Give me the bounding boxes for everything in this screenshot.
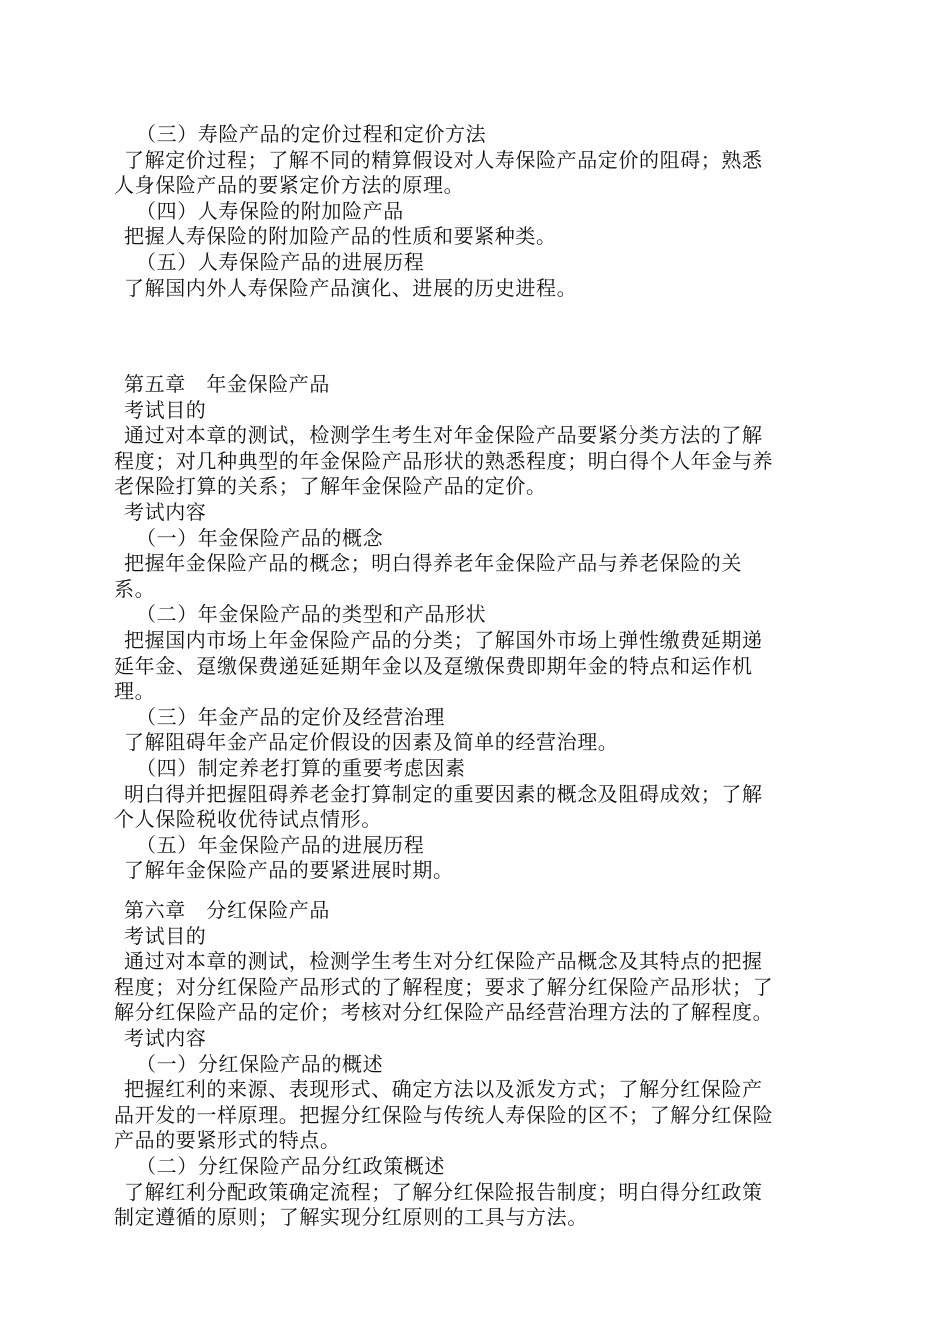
paragraph-line: 明白得并把握阻碍养老金打算制定的重要因素的概念及阻碍成效；了解 xyxy=(124,781,763,806)
section-label-exam-purpose: 考试目的 xyxy=(124,397,207,422)
paragraph-line: 了解国内外人寿保险产品演化、进展的历史进程。 xyxy=(124,275,578,300)
paragraph-line: 程度；对分红保险产品形式的了解程度；要求了解分红保险产品形状；了 xyxy=(114,974,774,999)
paragraph-line: 通过对本章的测试，检测学生考生对年金保险产品要紧分类方法的了解 xyxy=(124,423,763,448)
paragraph-line: 了解阻碍年金产品定价假设的因素及简单的经营治理。 xyxy=(124,730,619,755)
chapter-6-section xyxy=(114,898,834,1231)
paragraph-line: 系。 xyxy=(114,576,156,601)
subsection-heading: （四）制定养老打算的重要考虑因素 xyxy=(136,755,466,780)
section-label-exam-content: 考试内容 xyxy=(124,499,207,524)
section-life-insurance-continued xyxy=(114,122,834,301)
chapter-title: 第五章 年金保险产品 xyxy=(124,372,330,396)
paragraph-line: 了解年金保险产品的要紧进展时期。 xyxy=(124,858,454,883)
paragraph-line: 解分红保险产品的定价；考核对分红保险产品经营治理方法的了解程度。 xyxy=(114,1000,774,1025)
paragraph-line: 老保险打算的关系；了解年金保险产品的定价。 xyxy=(114,474,547,499)
subsection-heading: （三）年金产品的定价及经营治理 xyxy=(136,704,445,729)
paragraph-line: 制定遵循的原则；了解实现分红原则的工具与方法。 xyxy=(114,1205,588,1230)
subsection-heading: （一）分红保险产品的概述 xyxy=(136,1051,384,1076)
paragraph-line: 程度；对几种典型的年金保险产品形状的熟悉程度；明白得个人年金与养 xyxy=(114,448,774,473)
paragraph-line: 通过对本章的测试，检测学生考生对分红保险产品概念及其特点的把握 xyxy=(124,949,763,974)
subsection-heading: （一）年金保险产品的概念 xyxy=(136,525,384,550)
paragraph-line: 把握红利的来源、表现形式、确定方法以及派发方式；了解分红保险产 xyxy=(124,1077,763,1102)
paragraph-line: 产品的要紧形式的特点。 xyxy=(114,1128,341,1153)
chapter-5-section xyxy=(114,372,834,884)
subsection-heading: （五）人寿保险产品的进展历程 xyxy=(136,249,425,274)
subsection-heading: （五）年金保险产品的进展历程 xyxy=(136,832,425,857)
section-label-exam-content: 考试内容 xyxy=(124,1025,207,1050)
paragraph-line: 了解红利分配政策确定流程；了解分红保险报告制度；明白得分红政策 xyxy=(124,1179,763,1204)
paragraph-line: 了解定价过程；了解不同的精算假设对人寿保险产品定价的阻碍；熟悉 xyxy=(124,147,763,172)
subsection-heading: （二）分红保险产品分红政策概述 xyxy=(136,1153,445,1178)
section-label-exam-purpose: 考试目的 xyxy=(124,923,207,948)
subsection-heading: （四）人寿保险的附加险产品 xyxy=(136,198,404,223)
paragraph-line: 人身保险产品的要紧定价方法的原理。 xyxy=(114,173,465,198)
chapter-title: 第六章 分红保险产品 xyxy=(124,898,330,922)
subsection-heading: （二）年金保险产品的类型和产品形状 xyxy=(136,602,487,627)
paragraph-line: 延年金、趸缴保费递延延期年金以及趸缴保费即期年金的特点和运作机 xyxy=(114,653,753,678)
paragraph-line: 理。 xyxy=(114,679,156,704)
paragraph-line: 把握年金保险产品的概念；明白得养老年金保险产品与养老保险的关 xyxy=(124,551,742,576)
paragraph-line: 品开发的一样原理。把握分红保险与传统人寿保险的区不；了解分红保险 xyxy=(114,1102,774,1127)
paragraph-line: 个人保险税收优待试点情形。 xyxy=(114,807,382,832)
subsection-heading: （三）寿险产品的定价过程和定价方法 xyxy=(136,122,487,146)
paragraph-line: 把握国内市场上年金保险产品的分类；了解国外市场上弹性缴费延期递 xyxy=(124,627,763,652)
paragraph-line: 把握人寿保险的附加险产品的性质和要紧种类。 xyxy=(124,224,557,249)
